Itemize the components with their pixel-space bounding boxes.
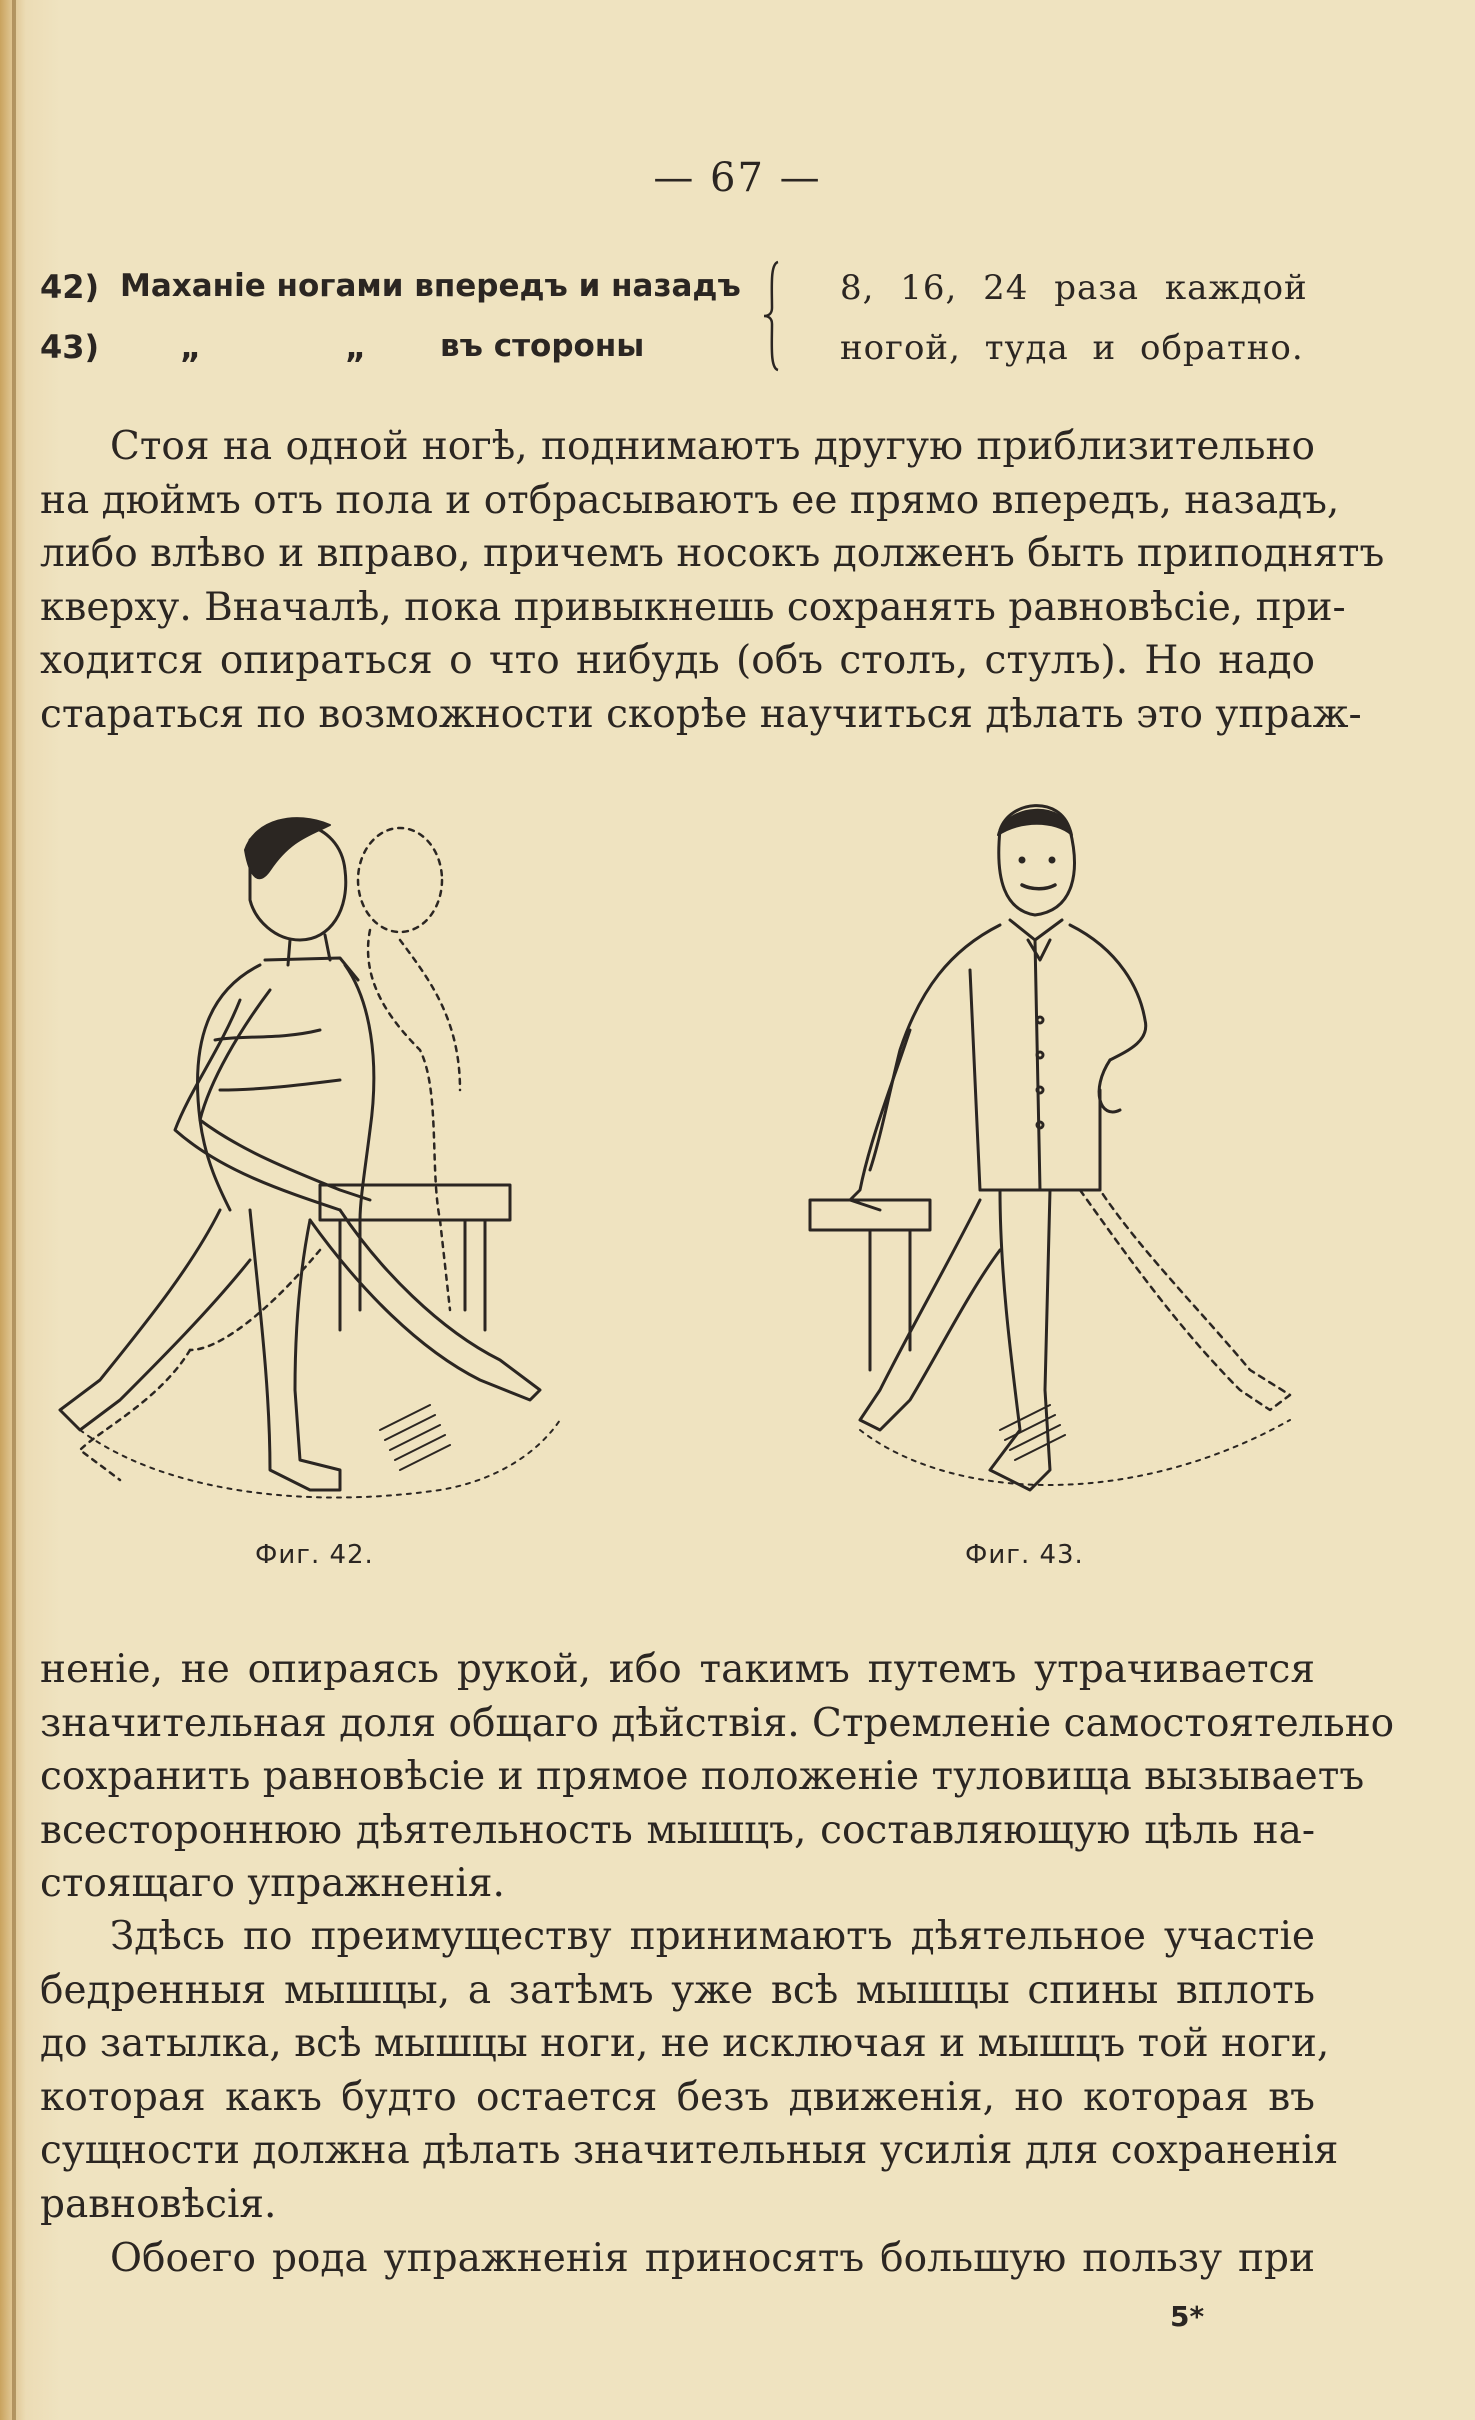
text-line: Здѣсь по преимуществу принимаютъ дѣятельное участіе xyxy=(110,1914,1315,1959)
text-line: Обоего рода упражненія приносятъ большую пользу при xyxy=(110,2236,1315,2281)
text-line: Стоя на одной ногѣ, поднимаютъ другую приблизительно xyxy=(110,424,1315,469)
paragraph-4 xyxy=(40,2232,1315,2286)
figure-43-caption: Фиг. 43. xyxy=(965,1540,1084,1570)
exercise-42-row xyxy=(40,268,1330,328)
text-line: до затылка, всѣ мышцы ноги, не исключая и мышцъ той ноги, xyxy=(40,2021,1330,2066)
ditto-mark: „ xyxy=(345,328,367,366)
paragraph-3 xyxy=(40,1910,1339,2231)
text-line: значительная доля общаго дѣйствія. Стремленіе самостоятельно xyxy=(40,1700,1395,1746)
paragraph-1 xyxy=(40,420,1385,741)
text-line: всестороннюю дѣятельность мышцъ, составляющую цѣль на- xyxy=(40,1807,1315,1853)
text-line: на дюймъ отъ пола и отбрасываютъ ее прямо впередъ, назадъ, xyxy=(40,477,1340,523)
printer-signature-mark: 5* xyxy=(1170,2300,1205,2333)
exercise-number: 42) xyxy=(40,268,100,306)
text-line: либо влѣво и вправо, причемъ носокъ долженъ быть приподнятъ xyxy=(40,531,1385,576)
text-line: неніе, не опираясь рукой, ибо такимъ путемъ утрачивается xyxy=(40,1647,1315,1692)
figure-42-caption: Фиг. 42. xyxy=(255,1540,374,1570)
text-line: стараться по возможности скорѣе научиться дѣлать это упраж- xyxy=(40,691,1362,737)
text-line: стоящаго упражненія. xyxy=(40,1861,505,1906)
book-spine-edge xyxy=(12,0,16,2420)
exercise-43-row xyxy=(40,328,1330,388)
ditto-mark: „ xyxy=(180,328,202,366)
figure-43-illustration xyxy=(800,790,1320,1520)
text-line: сущности должна дѣлать значительныя усилія для сохраненія xyxy=(40,2128,1339,2173)
exercise-number: 43) xyxy=(40,328,100,366)
text-line: кверху. Вначалѣ, пока привыкнешь сохранять равновѣсіе, при- xyxy=(40,584,1346,630)
exercise-title: въ стороны xyxy=(440,328,645,364)
text-line: сохранить равновѣсіе и прямое положеніе туловища вызываетъ xyxy=(40,1754,1365,1799)
exercise-title: Маханіе ногами впередъ и назадъ xyxy=(120,268,741,304)
text-line: бедренныя мышцы, а затѣмъ уже всѣ мышцы спины вплоть xyxy=(40,1967,1315,2013)
text-line: которая какъ будто остается безъ движенія, но которая въ xyxy=(40,2074,1315,2120)
text-line: ходится опираться о что нибудь (объ столъ, стулъ). Но надо xyxy=(40,638,1315,683)
exercise-repetitions-note: ногой, туда и обратно. xyxy=(840,328,1304,368)
paragraph-2 xyxy=(40,1643,1395,1911)
brace-icon xyxy=(760,258,784,373)
exercise-repetitions-note: 8, 16, 24 раза каждой xyxy=(840,268,1308,308)
page-number: — 67 — xyxy=(653,155,822,201)
figure-42-illustration xyxy=(40,790,620,1520)
text-line: равновѣсія. xyxy=(40,2181,277,2227)
